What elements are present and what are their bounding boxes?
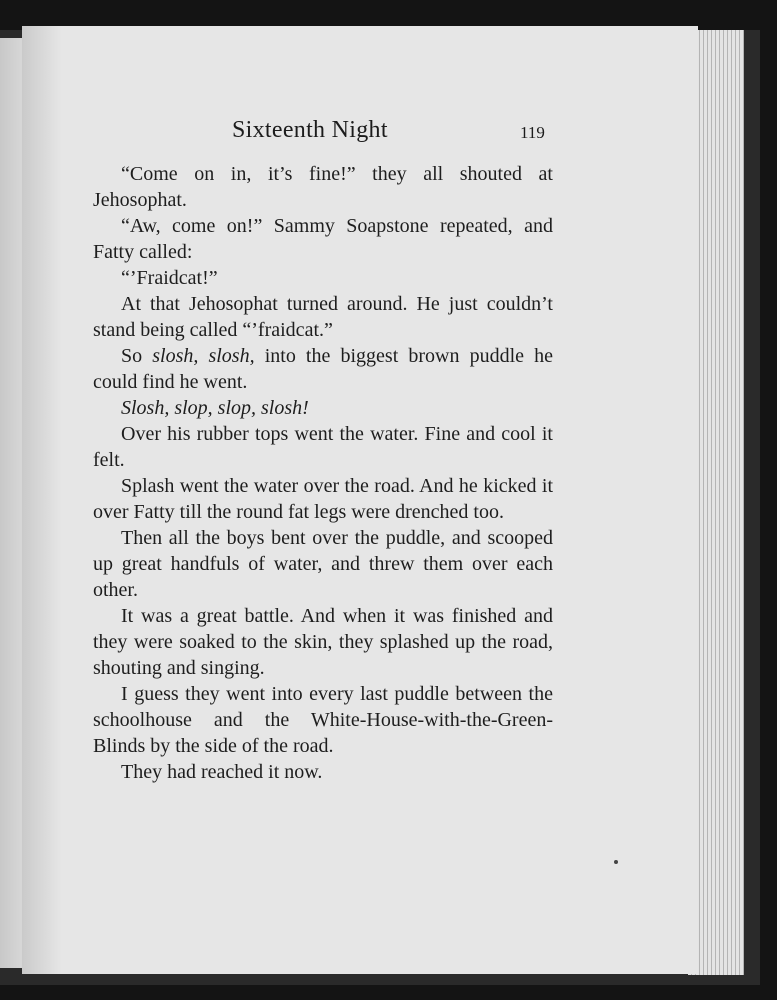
ink-speck: [614, 860, 618, 864]
paragraph: “Come on in, it’s fine!” they all shouted at Jehosophat.: [93, 163, 553, 211]
paragraph: “’Fraidcat!”: [121, 267, 218, 289]
left-page-edge: [0, 38, 24, 968]
paragraph: I guess they went into every last puddle between the schoolhouse and the White-House-with-the-Green-Blinds by the side of the road.: [93, 683, 553, 757]
paragraph: “Aw, come on!” Sammy Soapstone repeated, and Fatty called:: [93, 215, 553, 263]
paragraph: At that Jehosophat turned around. He just couldn’t stand being called “’fraidcat.”: [93, 293, 553, 341]
paragraph: Over his rubber tops went the water. Fine and cool it felt.: [93, 423, 553, 471]
italic-text: Slosh, slop, slop, slosh!: [121, 397, 309, 419]
body-text: [93, 161, 553, 785]
paragraph: They had reached it now.: [121, 761, 323, 783]
paragraph: Then all the boys bent over the puddle, and scooped up great handfuls of water, and threw them over each other.: [93, 527, 553, 601]
paragraph: It was a great battle. And when it was finished and they were soaked to the skin, they splashed up the road, shouting and singing.: [93, 605, 553, 679]
paragraph: So slosh, slosh, into the biggest brown puddle he could find he went.: [93, 345, 553, 393]
page-number: 119: [520, 123, 545, 142]
italic-text: slosh, slosh,: [152, 345, 255, 367]
paragraph: Splash went the water over the road. And he kicked it over Fatty till the round fat legs were drenched too.: [93, 475, 553, 523]
chapter-title: Sixteenth Night: [232, 117, 388, 143]
running-head: [0, 117, 777, 151]
gutter-shadow: [22, 26, 62, 974]
paragraph: [93, 395, 553, 421]
